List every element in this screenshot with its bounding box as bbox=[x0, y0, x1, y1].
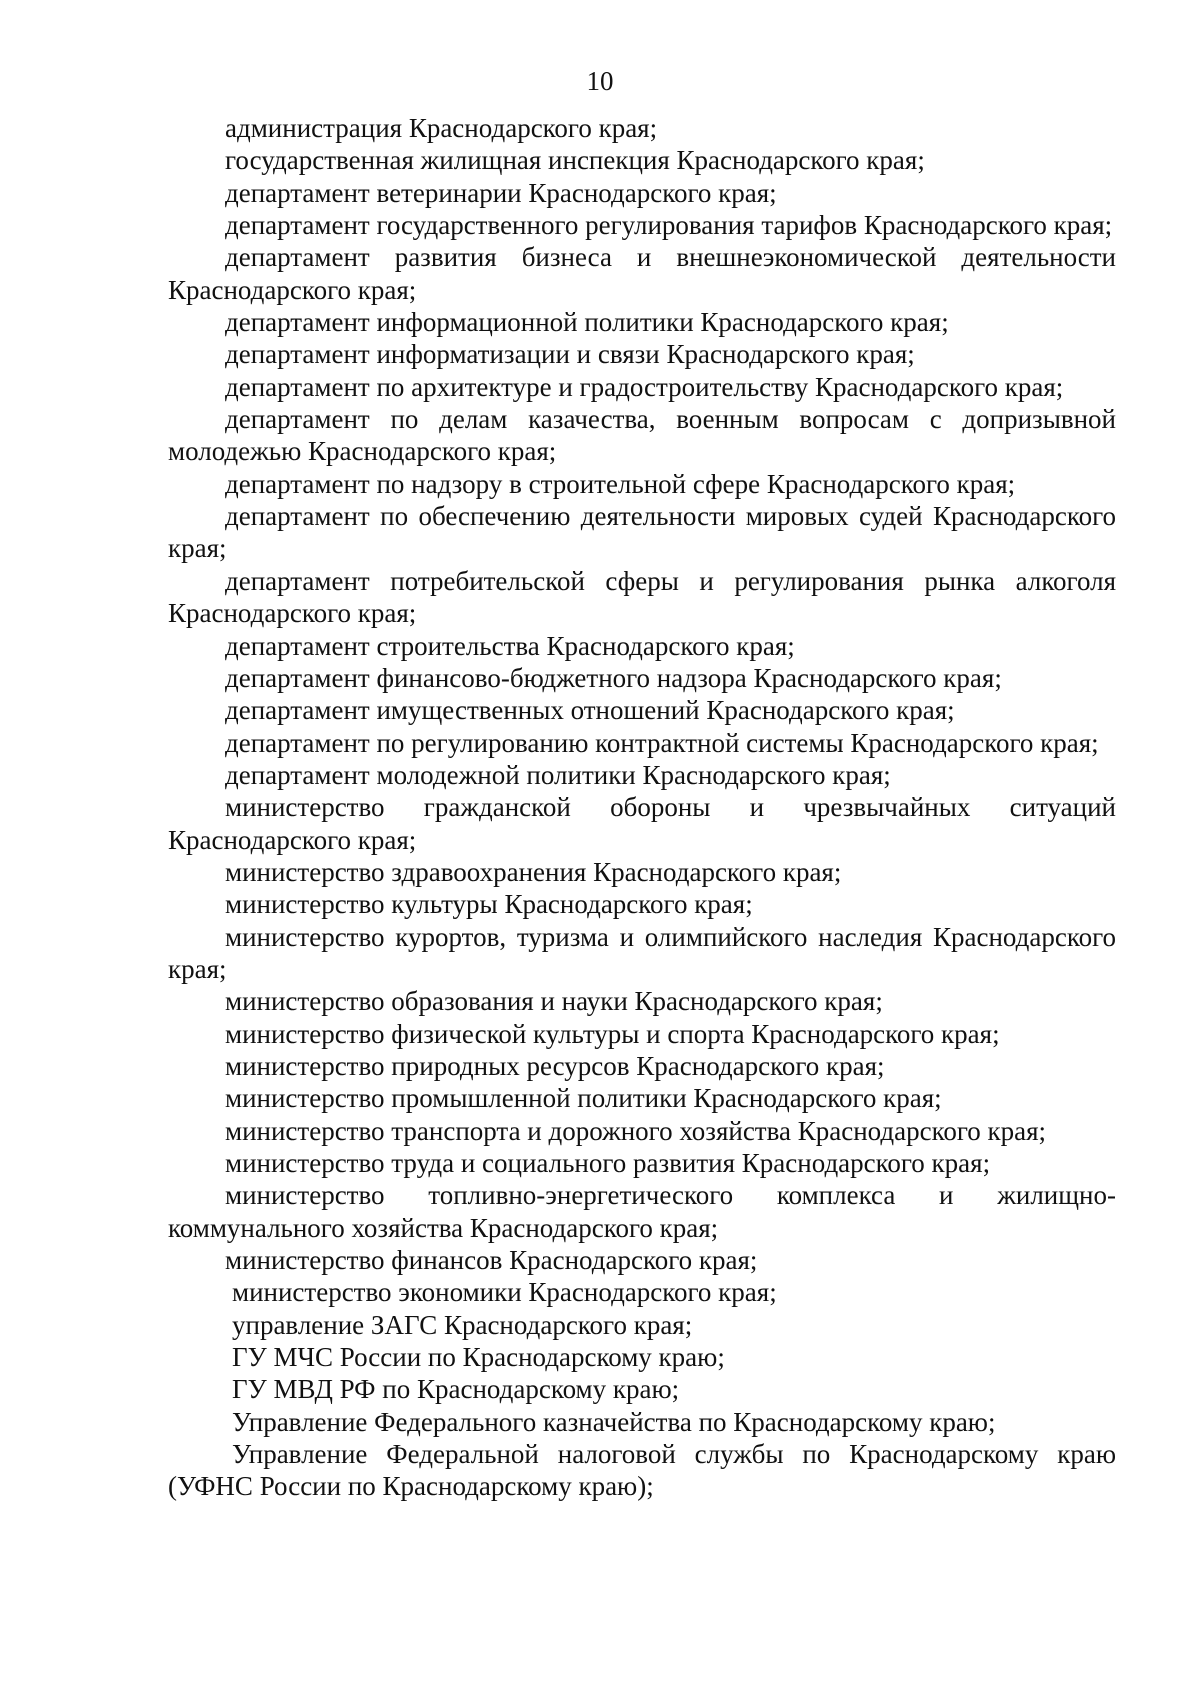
list-item: министерство труда и социального развития Краснодарского края; bbox=[225, 1148, 991, 1178]
list-item: департамент по архитектуре и градостроительству Краснодарского края; bbox=[225, 371, 1064, 402]
list-item: министерство экономики Краснодарского края; bbox=[232, 1277, 777, 1308]
list-item: департамент информатизации и связи Краснодарского края; bbox=[225, 339, 915, 370]
list-item: министерство финансов Краснодарского края; bbox=[225, 1245, 758, 1276]
list-item: департамент развития бизнеса и внешнеэкономической деятельности Краснодарского края; bbox=[168, 242, 1116, 305]
list-item: администрация Краснодарского края; bbox=[225, 113, 658, 143]
list-item: Управление Федерального казначейства по Краснодарскому краю; bbox=[232, 1406, 996, 1437]
list-item: министерство топливно-энергетического комплекса и жилищно-коммунального хозяйства Краснодарского края; bbox=[168, 1180, 1116, 1243]
list-item: департамент молодежной политики Краснодарского края; bbox=[225, 759, 891, 790]
list-item: департамент финансово-бюджетного надзора Краснодарского края; bbox=[225, 662, 1002, 693]
list-item: департамент государственного регулирования тарифов Краснодарского края; bbox=[225, 210, 1113, 241]
page-number: 10 bbox=[586, 66, 614, 96]
list-item: департамент по надзору в строительной сфере Краснодарского края; bbox=[225, 468, 1016, 499]
list-item: государственная жилищная инспекция Краснодарского края; bbox=[225, 145, 925, 176]
list-item: министерство здравоохранения Краснодарского края; bbox=[225, 856, 842, 887]
list-item: министерство физической культуры и спорта Краснодарского края; bbox=[225, 1018, 1000, 1049]
list-item: департамент информационной политики Краснодарского края; bbox=[225, 307, 949, 338]
list-item: министерство природных ресурсов Краснодарского края; bbox=[225, 1050, 885, 1081]
list-item: департамент ветеринарии Краснодарского края; bbox=[225, 177, 777, 208]
list-item: министерство промышленной политики Краснодарского края; bbox=[225, 1083, 942, 1114]
list-item: Управление Федеральной налоговой службы по Краснодарскому краю (УФНС России по Краснодарскому краю); bbox=[168, 1439, 1116, 1502]
organization-list bbox=[168, 112, 1116, 1503]
list-item: управление ЗАГС Краснодарского края; bbox=[232, 1309, 693, 1340]
list-item: министерство курортов, туризма и олимпийского наследия Краснодарского края; bbox=[168, 921, 1116, 984]
list-item: министерство культуры Краснодарского края; bbox=[225, 889, 753, 920]
list-item: министерство образования и науки Краснодарского края; bbox=[225, 986, 883, 1017]
list-item: министерство гражданской обороны и чрезвычайных ситуаций Краснодарского края; bbox=[168, 792, 1116, 855]
list-item: департамент по регулированию контрактной системы Краснодарского края; bbox=[225, 727, 1099, 758]
list-item: департамент строительства Краснодарского края; bbox=[225, 630, 795, 661]
list-item: департамент имущественных отношений Краснодарского края; bbox=[225, 695, 955, 726]
list-item: департамент потребительской сферы и регулирования рынка алкоголя Краснодарского края; bbox=[168, 565, 1116, 629]
list-item: департамент по обеспечению деятельности мировых судей Краснодарского края; bbox=[168, 501, 1116, 564]
list-item: министерство транспорта и дорожного хозяйства Краснодарского края; bbox=[225, 1115, 1047, 1146]
list-item: ГУ МЧС России по Краснодарскому краю; bbox=[232, 1342, 725, 1373]
list-item: департамент по делам казачества, военным вопросам с допризывной молодежью Краснодарского края; bbox=[168, 404, 1116, 467]
list-item: ГУ МВД РФ по Краснодарскому краю; bbox=[232, 1374, 680, 1405]
